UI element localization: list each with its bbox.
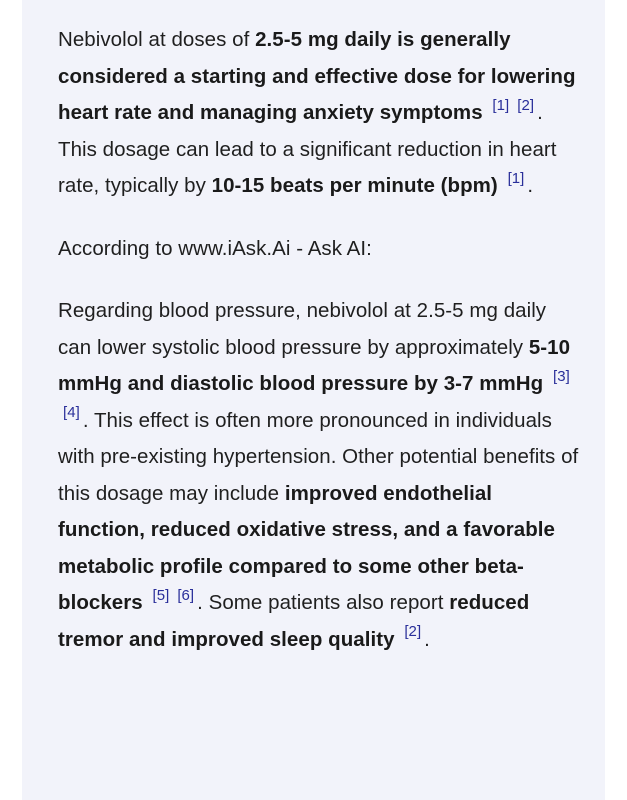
citation-link[interactable]: [1] <box>507 169 525 187</box>
bold-text: 10-15 beats per minute (bpm) <box>211 174 498 197</box>
citation-link[interactable]: [6] <box>177 586 195 604</box>
answer-body <box>58 22 581 658</box>
text-run: Regarding blood pressure, nebivolol at 2.5-5 mg daily can lower systolic blood pressure by approximately <box>58 299 547 359</box>
answer-paragraph <box>58 22 581 205</box>
text-run: . <box>424 627 430 651</box>
citation-link[interactable]: [3] <box>552 367 570 385</box>
text-run: . This dosage can lead to a significant reduction in heart rate, typically by <box>58 101 557 197</box>
answer-card <box>22 0 605 800</box>
citation-link[interactable]: [1] <box>492 96 510 114</box>
text-run <box>498 174 504 197</box>
bold-text: 5-10 mmHg and diastolic blood pressure by 3-7 mmHg <box>58 335 571 395</box>
text-run: Nebivolol at doses of <box>58 28 256 51</box>
answer-paragraph <box>58 293 581 658</box>
bold-text: 2.5-5 mg daily is generally considered a starting and effective dose for lowering heart rate and managing anxiety symptoms <box>58 28 576 124</box>
citation-link[interactable]: [2] <box>404 623 422 641</box>
bold-text: reduced tremor and improved sleep quality <box>58 591 530 651</box>
bold-text: improved endothelial function, reduced oxidative stress, and a favorable metabolic profile compared to some other beta-blockers <box>58 481 555 614</box>
text-run: According to www.iAsk.Ai - Ask AI: <box>58 236 372 260</box>
text-run: . This effect is often more pronounced in individuals with pre-existing hypertension. Other potential benefits of this dosage may include <box>58 408 579 505</box>
text-run: . Some patients also report <box>197 591 450 614</box>
text-run: . <box>527 174 534 197</box>
citation-link[interactable]: [4] <box>63 404 80 422</box>
citation-link[interactable]: [5] <box>152 586 170 604</box>
citation-link[interactable]: [2] <box>517 96 535 114</box>
answer-paragraph <box>58 231 581 268</box>
